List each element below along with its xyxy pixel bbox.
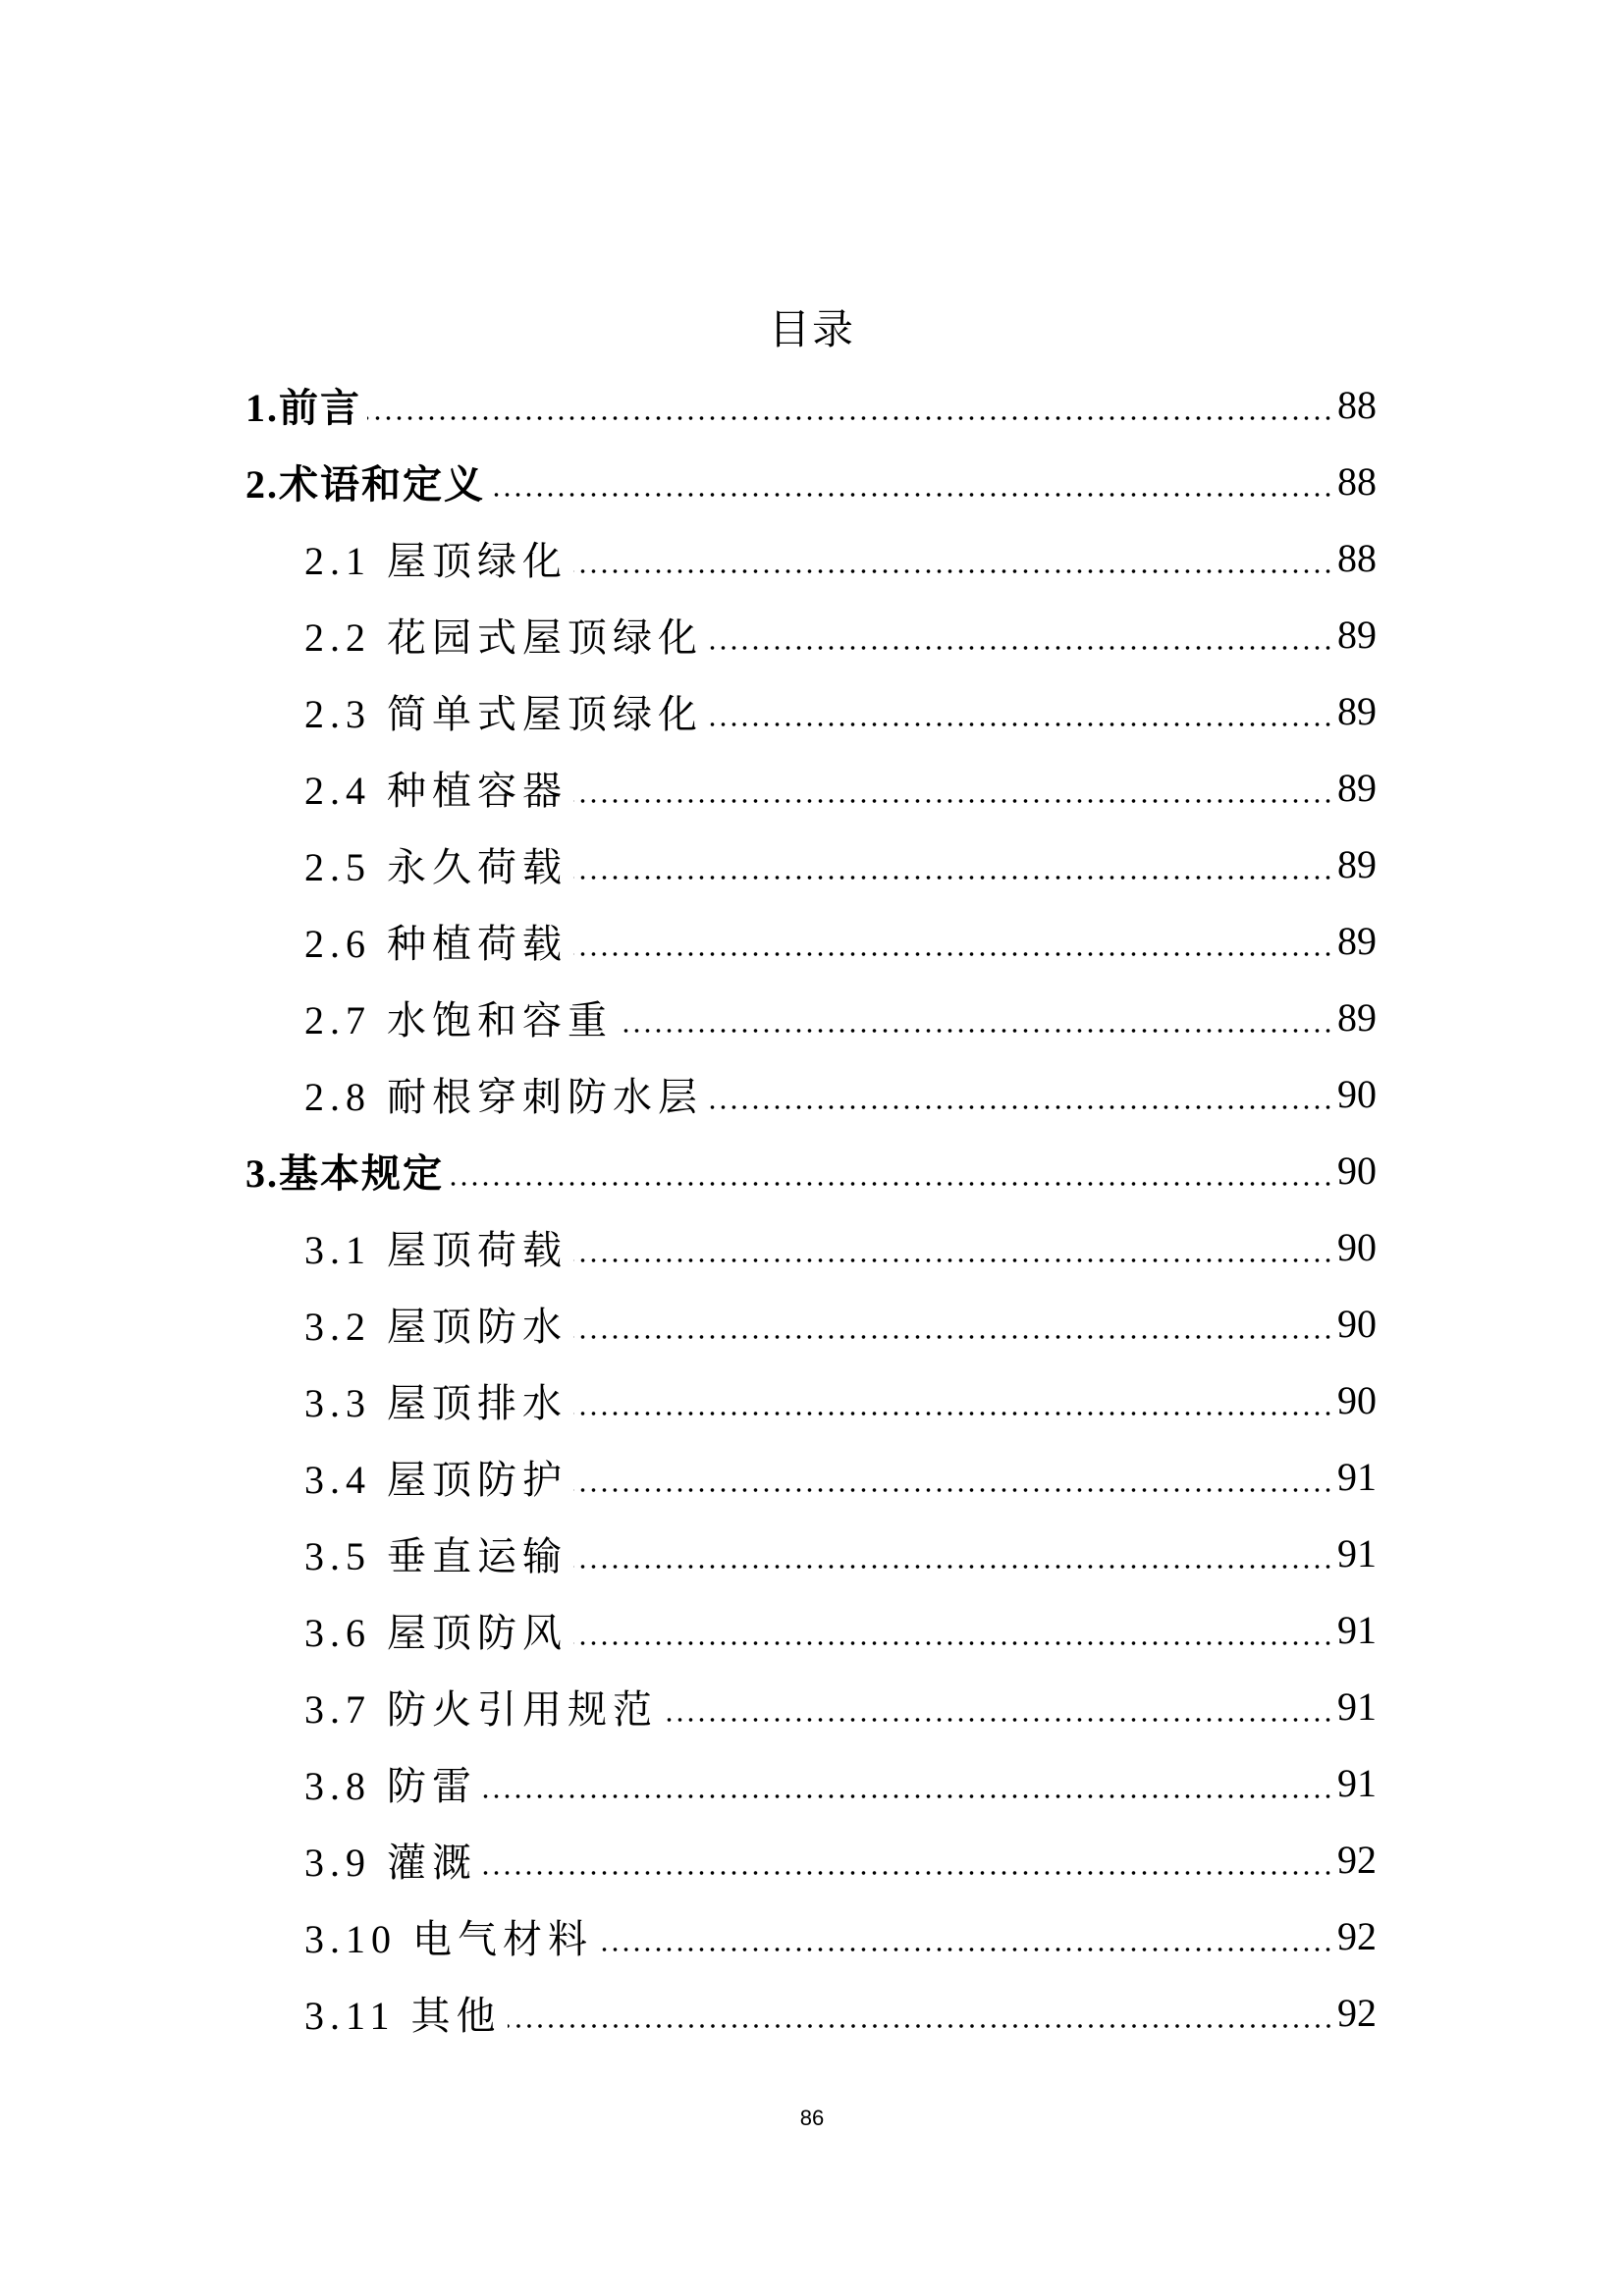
toc-entry-3-8[interactable] <box>304 1744 1377 1821</box>
toc-entry-3-2[interactable] <box>304 1285 1377 1362</box>
toc-entry-3-4[interactable] <box>304 1438 1377 1515</box>
toc-entry-label: 2.7 水饱和容重 <box>304 997 613 1042</box>
toc-entry-page: 91 <box>1337 1530 1377 1575</box>
toc-entry-3-5[interactable] <box>304 1515 1377 1591</box>
toc-entry-3-7[interactable] <box>304 1668 1377 1744</box>
toc-entry-page: 91 <box>1337 1760 1377 1805</box>
toc-entry-page: 90 <box>1337 1377 1377 1422</box>
dot-leader <box>573 1412 1333 1415</box>
toc-entry-label: 3.11 其他 <box>304 1993 502 2038</box>
toc-entry-2-5[interactable] <box>304 826 1377 902</box>
toc-entry-3-basic-rules[interactable] <box>245 1132 1377 1208</box>
toc-entry-label: 3.7 防火引用规范 <box>304 1686 658 1732</box>
toc-entry-page: 90 <box>1337 1071 1377 1116</box>
dot-leader <box>599 1948 1333 1951</box>
dot-leader <box>709 722 1333 726</box>
toc-entry-label: 3.8 防雷 <box>304 1763 477 1808</box>
toc-entry-page: 91 <box>1337 1454 1377 1499</box>
toc-entry-3-11[interactable] <box>304 1974 1377 2051</box>
toc-entry-label: 3.2 屋顶防水 <box>304 1304 568 1349</box>
toc-entry-page: 89 <box>1337 688 1377 733</box>
dot-leader <box>573 799 1333 803</box>
toc-entry-label: 3.基本规定 <box>245 1150 444 1196</box>
toc-entry-page: 92 <box>1337 1913 1377 1958</box>
toc-entry-page: 88 <box>1337 382 1377 427</box>
toc-entry-3-1[interactable] <box>304 1208 1377 1285</box>
toc-entry-page: 92 <box>1337 1837 1377 1882</box>
toc-entry-page: 89 <box>1337 841 1377 886</box>
toc-entry-label: 2.3 简单式屋顶绿化 <box>304 691 703 736</box>
toc-entry-1-preface[interactable] <box>245 366 1377 443</box>
toc-entry-page: 92 <box>1337 1990 1377 2035</box>
toc-entry-label: 3.10 电气材料 <box>304 1916 593 1961</box>
toc-entry-page: 88 <box>1337 458 1377 504</box>
toc-entry-label: 2.5 永久荷载 <box>304 844 568 889</box>
toc-entry-label: 3.4 屋顶防护 <box>304 1457 568 1502</box>
toc-entry-label: 2.6 种植荷载 <box>304 921 568 966</box>
toc-entry-page: 90 <box>1337 1224 1377 1269</box>
dot-leader <box>450 1182 1333 1186</box>
dot-leader <box>709 1105 1333 1109</box>
toc-entry-3-3[interactable] <box>304 1362 1377 1438</box>
toc-entry-2-3[interactable] <box>304 672 1377 749</box>
toc-entry-2-2[interactable] <box>304 596 1377 672</box>
toc-entry-page: 90 <box>1337 1148 1377 1193</box>
toc-entry-page: 89 <box>1337 612 1377 657</box>
toc-entry-page: 89 <box>1337 918 1377 963</box>
toc-entry-2-4[interactable] <box>304 749 1377 826</box>
toc-entry-3-6[interactable] <box>304 1591 1377 1668</box>
toc-entry-3-10[interactable] <box>304 1897 1377 1974</box>
dot-leader <box>619 1029 1333 1033</box>
toc-entry-page: 90 <box>1337 1301 1377 1346</box>
toc-entry-label: 2.2 花园式屋顶绿化 <box>304 614 703 660</box>
toc-entry-label: 2.4 种植容器 <box>304 768 568 813</box>
toc-entry-label: 1.前言 <box>245 385 361 430</box>
toc-entry-label: 3.1 屋顶荷载 <box>304 1227 568 1272</box>
page-number: 86 <box>799 2106 825 2130</box>
dot-leader <box>483 1794 1333 1798</box>
toc-entry-2-6[interactable] <box>304 902 1377 979</box>
toc-entry-2-7[interactable] <box>304 979 1377 1055</box>
toc-entry-2-8[interactable] <box>304 1055 1377 1132</box>
toc-entry-label: 3.5 垂直运输 <box>304 1533 568 1578</box>
toc-entry-page: 88 <box>1337 535 1377 580</box>
dot-leader <box>483 1871 1333 1875</box>
dot-leader <box>573 1641 1333 1645</box>
toc-entry-label: 3.3 屋顶排水 <box>304 1380 568 1425</box>
toc-entry-2-1[interactable] <box>304 519 1377 596</box>
dot-leader <box>573 952 1333 956</box>
toc-entry-label: 2.8 耐根穿刺防水层 <box>304 1074 703 1119</box>
dot-leader <box>573 1488 1333 1492</box>
page-title: 目录 <box>768 305 855 353</box>
dot-leader <box>573 569 1333 573</box>
toc-entry-label: 2.术语和定义 <box>245 461 485 507</box>
dot-leader <box>573 1335 1333 1339</box>
dot-leader <box>573 1565 1333 1569</box>
dot-leader <box>573 876 1333 880</box>
toc-entry-page: 91 <box>1337 1607 1377 1652</box>
dot-leader <box>508 2024 1333 2028</box>
dot-leader <box>367 416 1333 420</box>
dot-leader <box>491 493 1333 497</box>
dot-leader <box>709 646 1333 650</box>
dot-leader <box>573 1258 1333 1262</box>
toc-entry-page: 91 <box>1337 1683 1377 1729</box>
toc-entry-3-9[interactable] <box>304 1821 1377 1897</box>
toc-entry-page: 89 <box>1337 765 1377 810</box>
dot-leader <box>664 1718 1333 1722</box>
toc-entry-label: 2.1 屋顶绿化 <box>304 538 568 583</box>
toc-entry-label: 3.6 屋顶防风 <box>304 1610 568 1655</box>
toc-entry-label: 3.9 灌溉 <box>304 1840 477 1885</box>
toc-entry-2-terms[interactable] <box>245 443 1377 519</box>
toc-entry-page: 89 <box>1337 994 1377 1040</box>
